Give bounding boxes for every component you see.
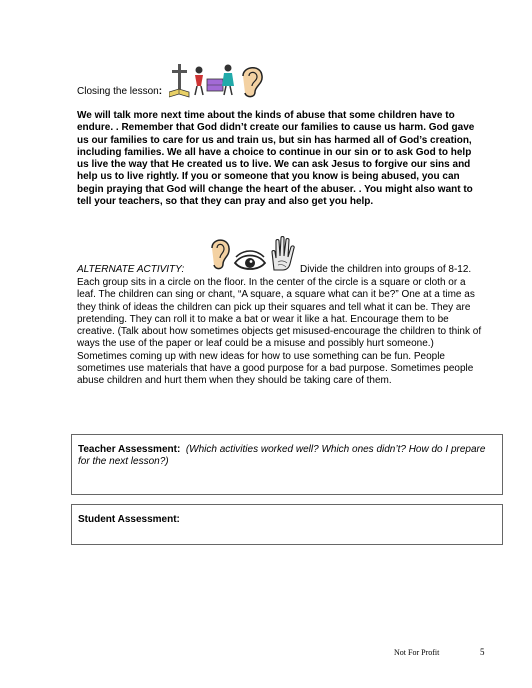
student-assessment-label: Student Assessment: [78, 514, 180, 525]
alternate-activity-header [77, 236, 482, 275]
student-assessment-box [71, 504, 503, 545]
teacher-assessment-label: Teacher Assessment: [78, 444, 181, 455]
ear-icon [212, 240, 229, 269]
closing-colon: : [158, 86, 163, 97]
teacher-assessment-content [72, 435, 502, 478]
cross-bible-icon [169, 64, 189, 97]
alternate-activity-body: Each group sits in a circle on the floor. In the center of the circle is a square or cloth or a leaf. The children can sing or chant, “A square, a square what can it be?” One at a time as they think of ideas the children can pick up their squares and tell what it can be. They are pretending. They can roll it to make a bat or wear it like a hat. Encourage them to be creative. (Talk about how sometimes objects get misused-encourage the children to think of ways the use of the paper or leaf could be a misuse and possibly hurt someone.) Sometimes coming up with new ideas for how to use something can be fun. People sometimes use materials that have a good purpose for a bad purpose. Sometimes people abuse children and hurt them when they should be taking care of them. [77, 277, 482, 387]
footer-note: Not For Profit [394, 648, 440, 657]
alternate-activity-label: ALTERNATE ACTIVITY: [77, 264, 185, 275]
children-icon [195, 65, 234, 96]
closing-paragraph: We will talk more next time about the kinds of abuse that some children have to endure. . Remember that God didn’t create our families to cause us harm. God gave us our families to care for us and train us, but sin has harmed all of God’s creation, including families. We all have a choice to continue in our sin or to ask God to help us live the way that He created us to live. We can ask Jesus to forgive our sins and help us to live rightly. If you or someone that you know is being abused, you can begin praying that God will change the heart of the abuser. . You might also want to tell your teachers, so that they can pray and also get you help. [77, 110, 475, 208]
closing-heading [77, 86, 162, 97]
teacher-assessment-prompt: (Which activities worked well? Which ones didn’t? How do I prepare for the next lesson?) [78, 444, 486, 468]
alternate-icon-strip [208, 236, 300, 272]
closing-label: Closing the lesson [77, 86, 159, 97]
page-number: 5 [480, 647, 485, 657]
closing-icon-strip [169, 62, 269, 100]
eye-icon [235, 251, 265, 269]
ear-icon [243, 68, 262, 97]
teacher-assessment-box [71, 434, 503, 495]
student-assessment-content [72, 505, 502, 535]
hand-icon [272, 237, 294, 271]
alternate-activity-intro: Divide the children into groups of 8-12. [300, 264, 472, 275]
closing-section [77, 62, 477, 102]
